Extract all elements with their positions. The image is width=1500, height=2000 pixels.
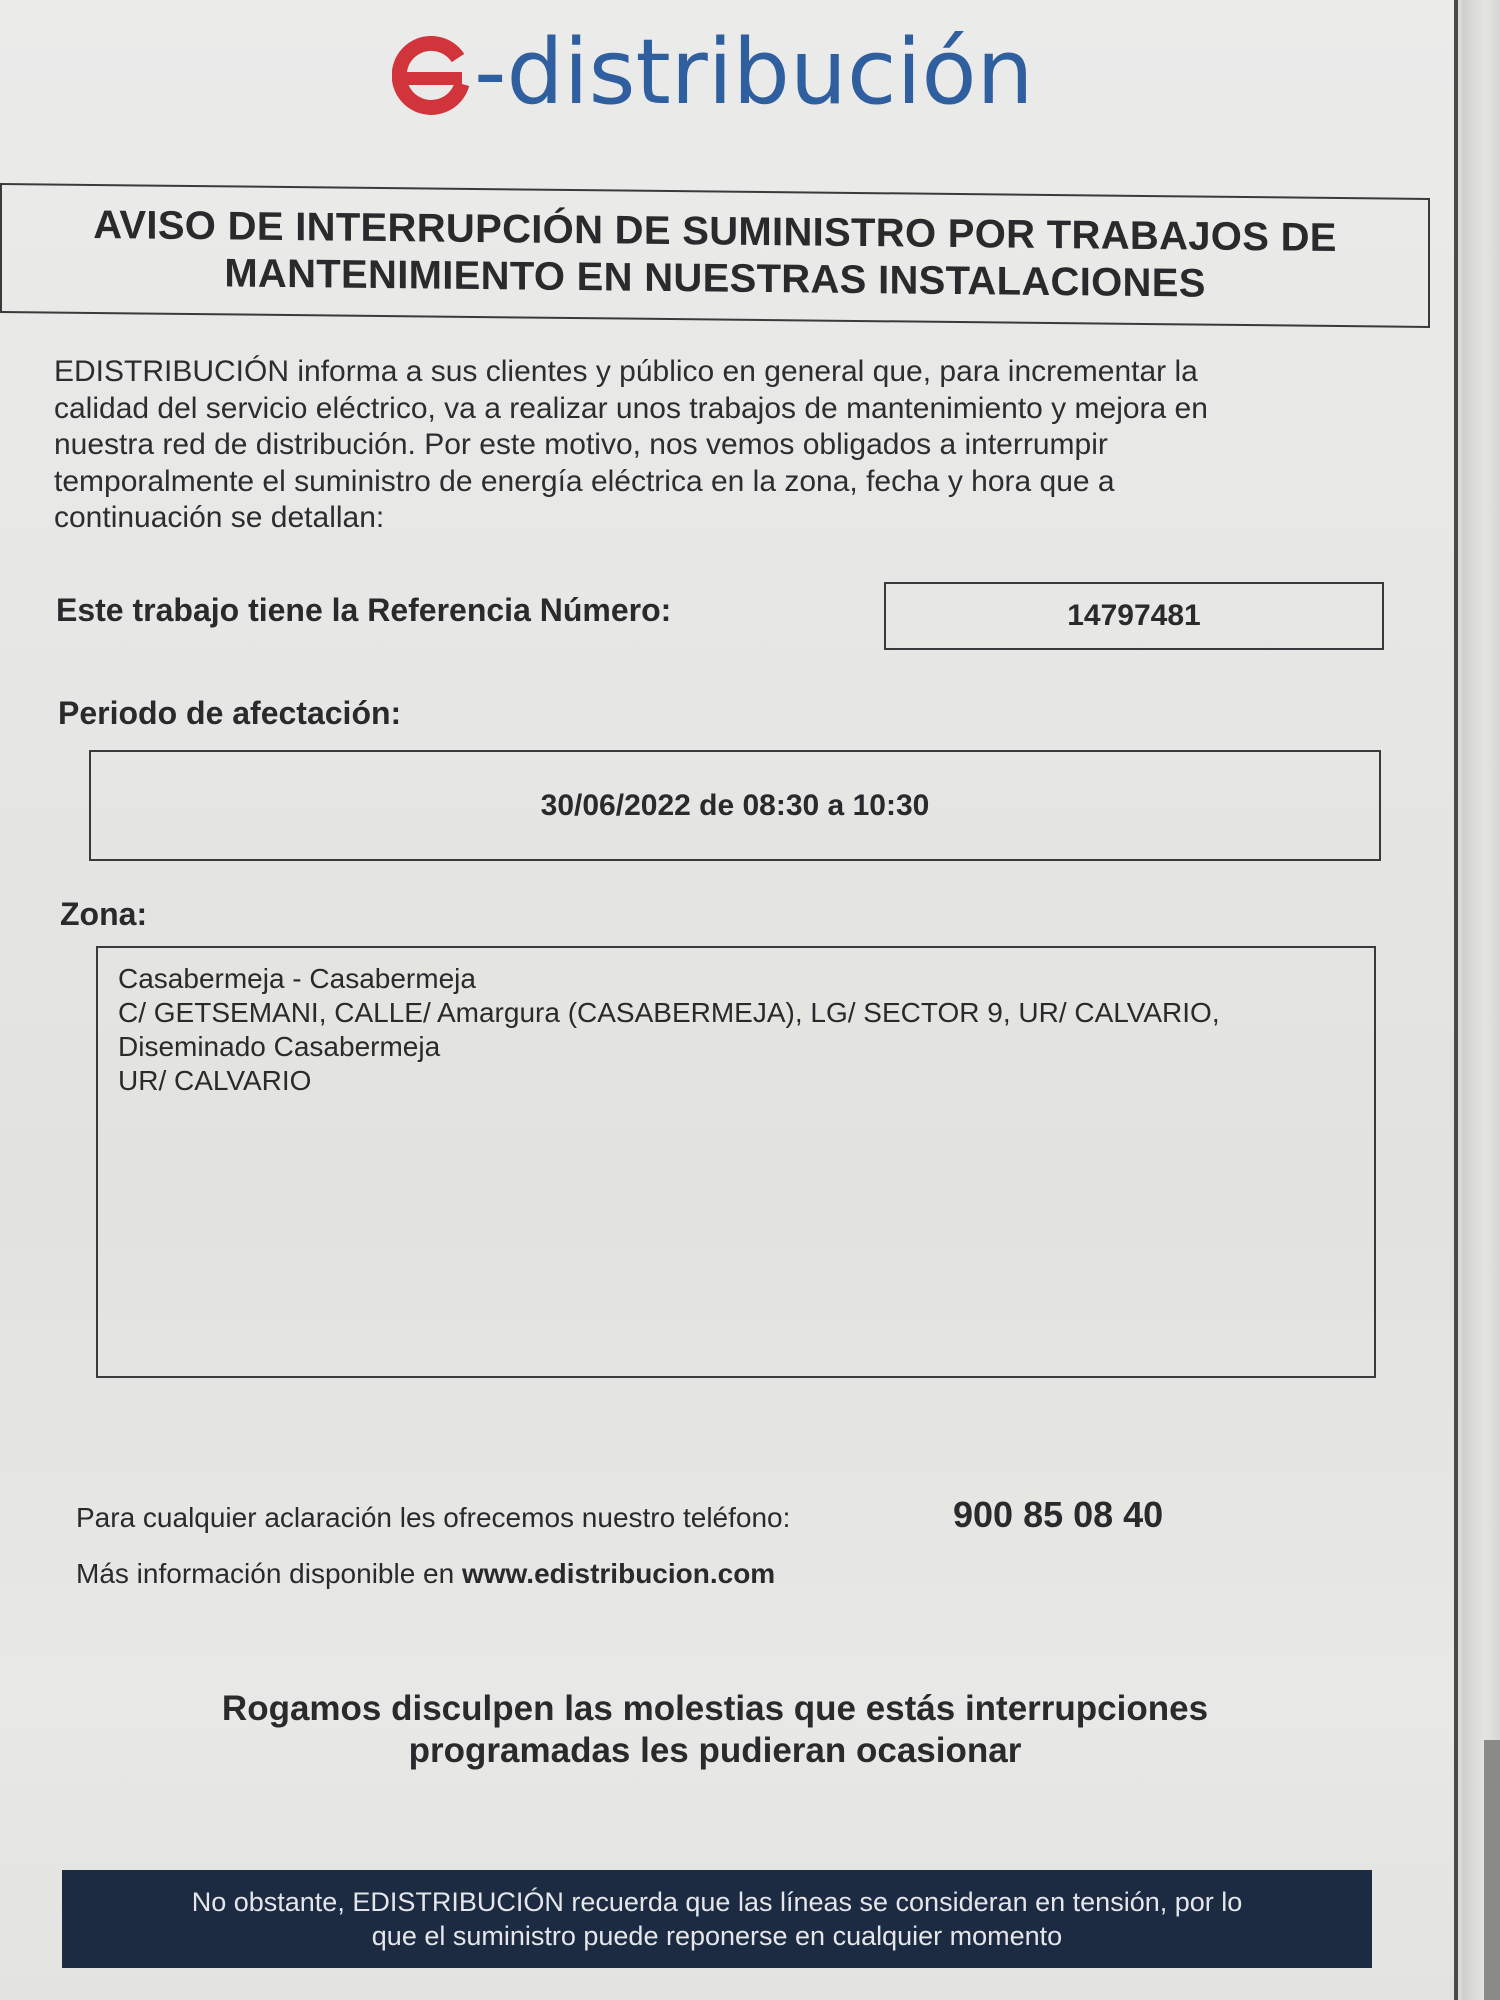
- title-line-2: MANTENIMIENTO EN NUESTRAS INSTALACIONES: [224, 251, 1206, 306]
- web-text: Más información disponible en: [76, 1558, 462, 1589]
- period-box: [89, 750, 1381, 861]
- zona-line: UR/ CALVARIO: [118, 1065, 312, 1096]
- reference-number: 14797481: [1067, 599, 1201, 632]
- intro-line: calidad del servicio eléctrico, va a realizar unos trabajos de mantenimiento y mejora en: [54, 391, 1208, 425]
- phone-number: 900 85 08 40: [953, 1494, 1164, 1535]
- intro-line: nuestra red de distribución. Por este motivo, nos vemos obligados a interrumpir: [54, 428, 1108, 461]
- title-line-1: AVISO DE INTERRUPCIÓN DE SUMINISTRO POR TRABAJOS DE: [93, 202, 1337, 260]
- phone-text: Para cualquier aclaración les ofrecemos nuestro teléfono:: [76, 1502, 791, 1533]
- web-link: www.edistribucion.com: [461, 1558, 776, 1589]
- intro-line: continuación se detallan:: [54, 501, 385, 534]
- period-value: 30/06/2022 de 08:30 a 10:30: [540, 788, 930, 822]
- zona-line: Casabermeja - Casabermeja: [118, 963, 476, 994]
- apology-message: [0, 1688, 1430, 1772]
- period-label: Periodo de afectación:: [58, 695, 402, 731]
- intro-paragraph: [54, 354, 1334, 537]
- footer-line-2: que el suministro puede reponerse en cualquier momento: [371, 1921, 1063, 1951]
- intro-line: EDISTRIBUCIÓN informa a sus clientes y público en general que, para incrementar la: [54, 355, 1198, 388]
- web-row: [76, 1558, 775, 1590]
- logo-text: -distribución: [474, 20, 1034, 125]
- intro-line: temporalmente el suministro de energía eléctrica en la zona, fecha y hora que a: [54, 464, 1115, 498]
- apology-line-1: Rogamos disculpen las molestias que estás interrupciones: [221, 1689, 1209, 1728]
- zona-line: C/ GETSEMANI, CALLE/ Amargura (CASABERMEJA), LG/ SECTOR 9, UR/ CALVARIO,: [118, 997, 1220, 1028]
- reference-number-box: [884, 582, 1384, 650]
- edistribucion-logo: [392, 18, 1034, 128]
- notice-title-box: [0, 183, 1430, 328]
- e-logo-icon: [392, 36, 472, 116]
- background-edge: [1462, 0, 1500, 2000]
- zona-box: [96, 946, 1376, 1378]
- notice-title: [93, 202, 1337, 309]
- reference-label: Este trabajo tiene la Referencia Número:: [56, 592, 672, 628]
- footer-band: [62, 1870, 1372, 1968]
- background-shadow: [1484, 1740, 1500, 2000]
- zona-line: Diseminado Casabermeja: [118, 1031, 441, 1062]
- contact-section: [76, 1494, 1276, 1589]
- zona-label: Zona:: [60, 896, 148, 932]
- apology-line-2: programadas les pudieran ocasionar: [408, 1731, 1022, 1770]
- footer-line-1: No obstante, EDISTRIBUCIÓN recuerda que las líneas se consideran en tensión, por lo: [191, 1887, 1243, 1917]
